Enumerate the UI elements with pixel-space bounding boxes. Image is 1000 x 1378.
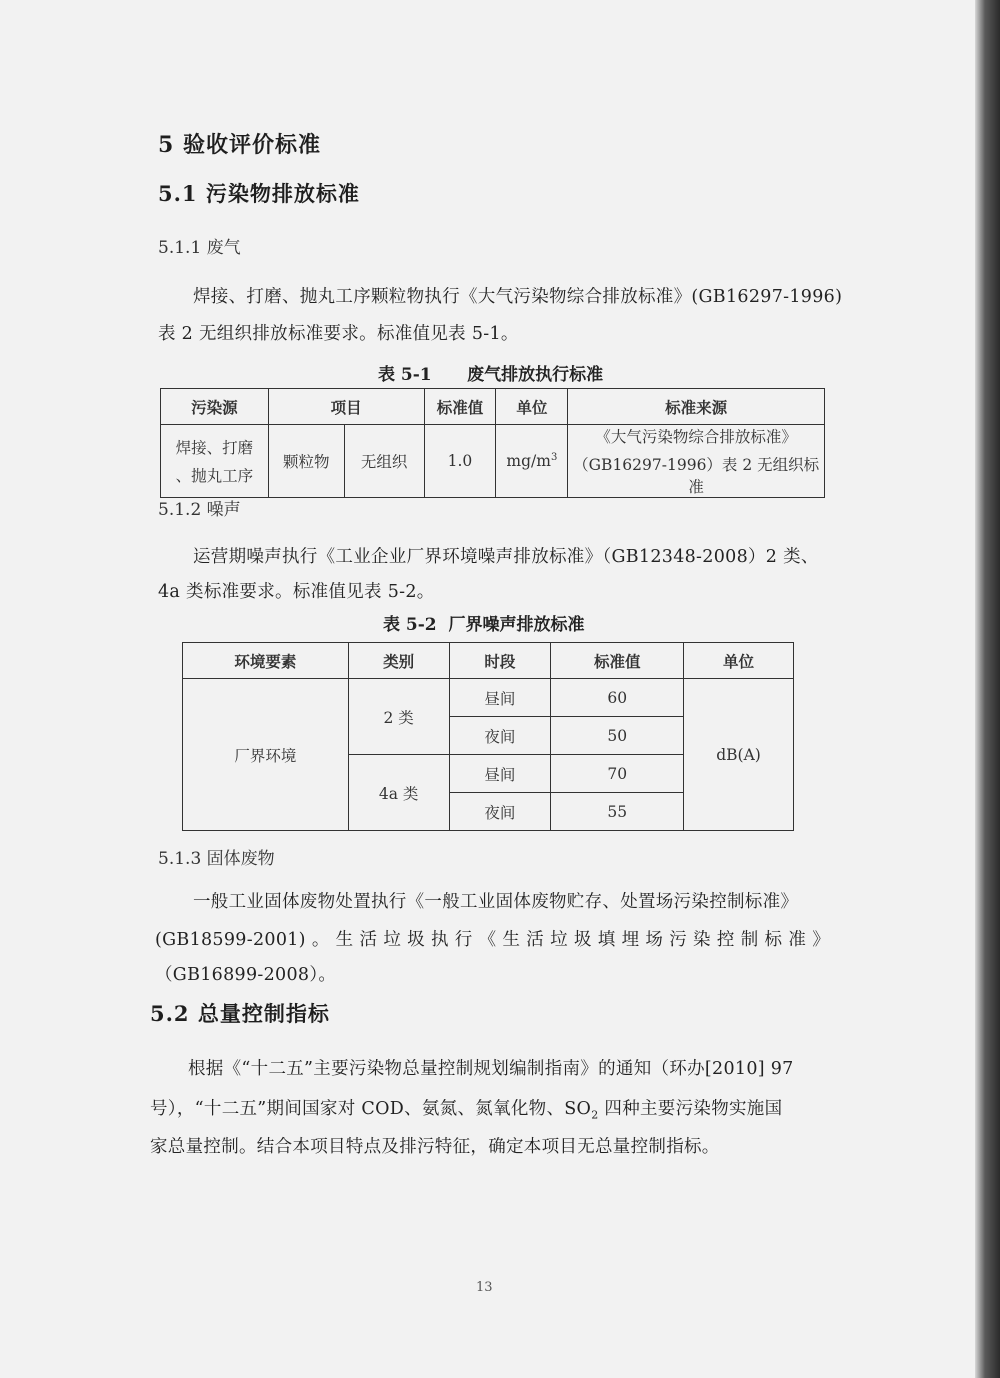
cell-source-line1: 焊接、打磨	[175, 439, 254, 457]
total-paragraph-line2-b: 四种主要污染物实施国	[598, 1099, 783, 1119]
cell-value-2-night: 50	[551, 717, 684, 755]
heading-5-1-1: 5.1.1 废气	[158, 238, 241, 258]
cell-period-day: 昼间	[449, 755, 551, 793]
total-paragraph-line3: 家总量控制。结合本项目特点及排污特征，确定本项目无总量控制指标。	[150, 1137, 720, 1157]
page-number: 13	[476, 1280, 493, 1295]
header-element: 环境要素	[183, 643, 349, 679]
cell-element: 厂界环境	[183, 679, 349, 831]
cell-source	[161, 425, 269, 498]
table-5-1-caption: 表 5-1 废气排放执行标准	[378, 365, 604, 385]
solid-paragraph-line2: (GB18599-2001)。生活垃圾执行《生活垃圾填埋场污染控制标准》	[155, 930, 830, 950]
subsection-heading-5-2: 5.2 总量控制指标	[150, 1001, 330, 1026]
header-unit: 单位	[684, 643, 794, 679]
total-paragraph-line1: 根据《“十二五”主要污染物总量控制规划编制指南》的通知（环办[2010] 97	[188, 1059, 794, 1079]
cell-standard-source-line1: 《大气污染物综合排放标准》	[595, 428, 797, 446]
gas-paragraph-line1: 焊接、打磨、抛丸工序颗粒物执行《大气污染物综合排放标准》(GB16297-1996)	[193, 287, 843, 307]
solid-paragraph-line3: （GB16899-2008）。	[155, 965, 337, 985]
header-standard-source: 标准来源	[568, 389, 825, 425]
cell-period-night: 夜间	[449, 793, 551, 831]
table-5-2	[182, 642, 794, 831]
section-heading: 5 验收评价标准	[158, 132, 321, 158]
header-standard-value: 标准值	[551, 643, 684, 679]
total-paragraph-line2	[150, 1095, 782, 1122]
cell-unit: dB(A)	[684, 679, 794, 831]
header-period: 时段	[449, 643, 551, 679]
total-paragraph-line2-a: 号），“十二五”期间国家对 COD、氨氮、氮氧化物、SO	[150, 1099, 592, 1119]
cell-value-2-day: 60	[551, 679, 684, 717]
cell-period-night: 夜间	[449, 717, 551, 755]
cell-class-4a: 4a 类	[348, 755, 449, 831]
scan-edge	[975, 0, 1000, 1378]
heading-5-1-3: 5.1.3 固体废物	[158, 849, 275, 869]
so2-subscript: 2	[591, 1108, 599, 1122]
subsection-heading-5-1: 5.1 污染物排放标准	[158, 181, 360, 206]
header-unit: 单位	[496, 389, 568, 425]
cell-class-2: 2 类	[348, 679, 449, 755]
cell-value: 1.0	[424, 425, 496, 498]
table-5-2-caption: 表 5-2 厂界噪声排放标准	[383, 615, 585, 635]
table-5-1	[160, 388, 825, 498]
cell-period-day: 昼间	[449, 679, 551, 717]
cell-value-4a-day: 70	[551, 755, 684, 793]
solid-paragraph-line1: 一般工业固体废物处置执行《一般工业固体废物贮存、处置场污染控制标准》	[193, 892, 799, 912]
cell-item-b: 无组织	[344, 425, 424, 498]
cell-unit-superscript: 3	[550, 451, 558, 463]
cell-unit	[496, 425, 568, 498]
header-item: 项目	[268, 389, 424, 425]
header-standard-value: 标准值	[424, 389, 496, 425]
header-source: 污染源	[161, 389, 269, 425]
header-category: 类别	[348, 643, 449, 679]
cell-standard-source-line2: （GB16297-1996）表 2 无组织标准	[573, 456, 820, 496]
cell-unit-text: mg/m	[506, 452, 551, 471]
cell-standard-source	[568, 425, 825, 498]
noise-paragraph-line2: 4a 类标准要求。标准值见表 5-2。	[158, 582, 435, 602]
cell-source-line2: 、抛丸工序	[175, 467, 254, 485]
cell-value-4a-night: 55	[551, 793, 684, 831]
noise-paragraph-line1: 运营期噪声执行《工业企业厂界环境噪声排放标准》（GB12348-2008）2 类、	[193, 547, 819, 567]
cell-item-a: 颗粒物	[268, 425, 344, 498]
heading-5-1-2: 5.1.2 噪声	[158, 500, 241, 520]
gas-paragraph-line2: 表 2 无组织排放标准要求。标准值见表 5-1。	[158, 324, 519, 344]
